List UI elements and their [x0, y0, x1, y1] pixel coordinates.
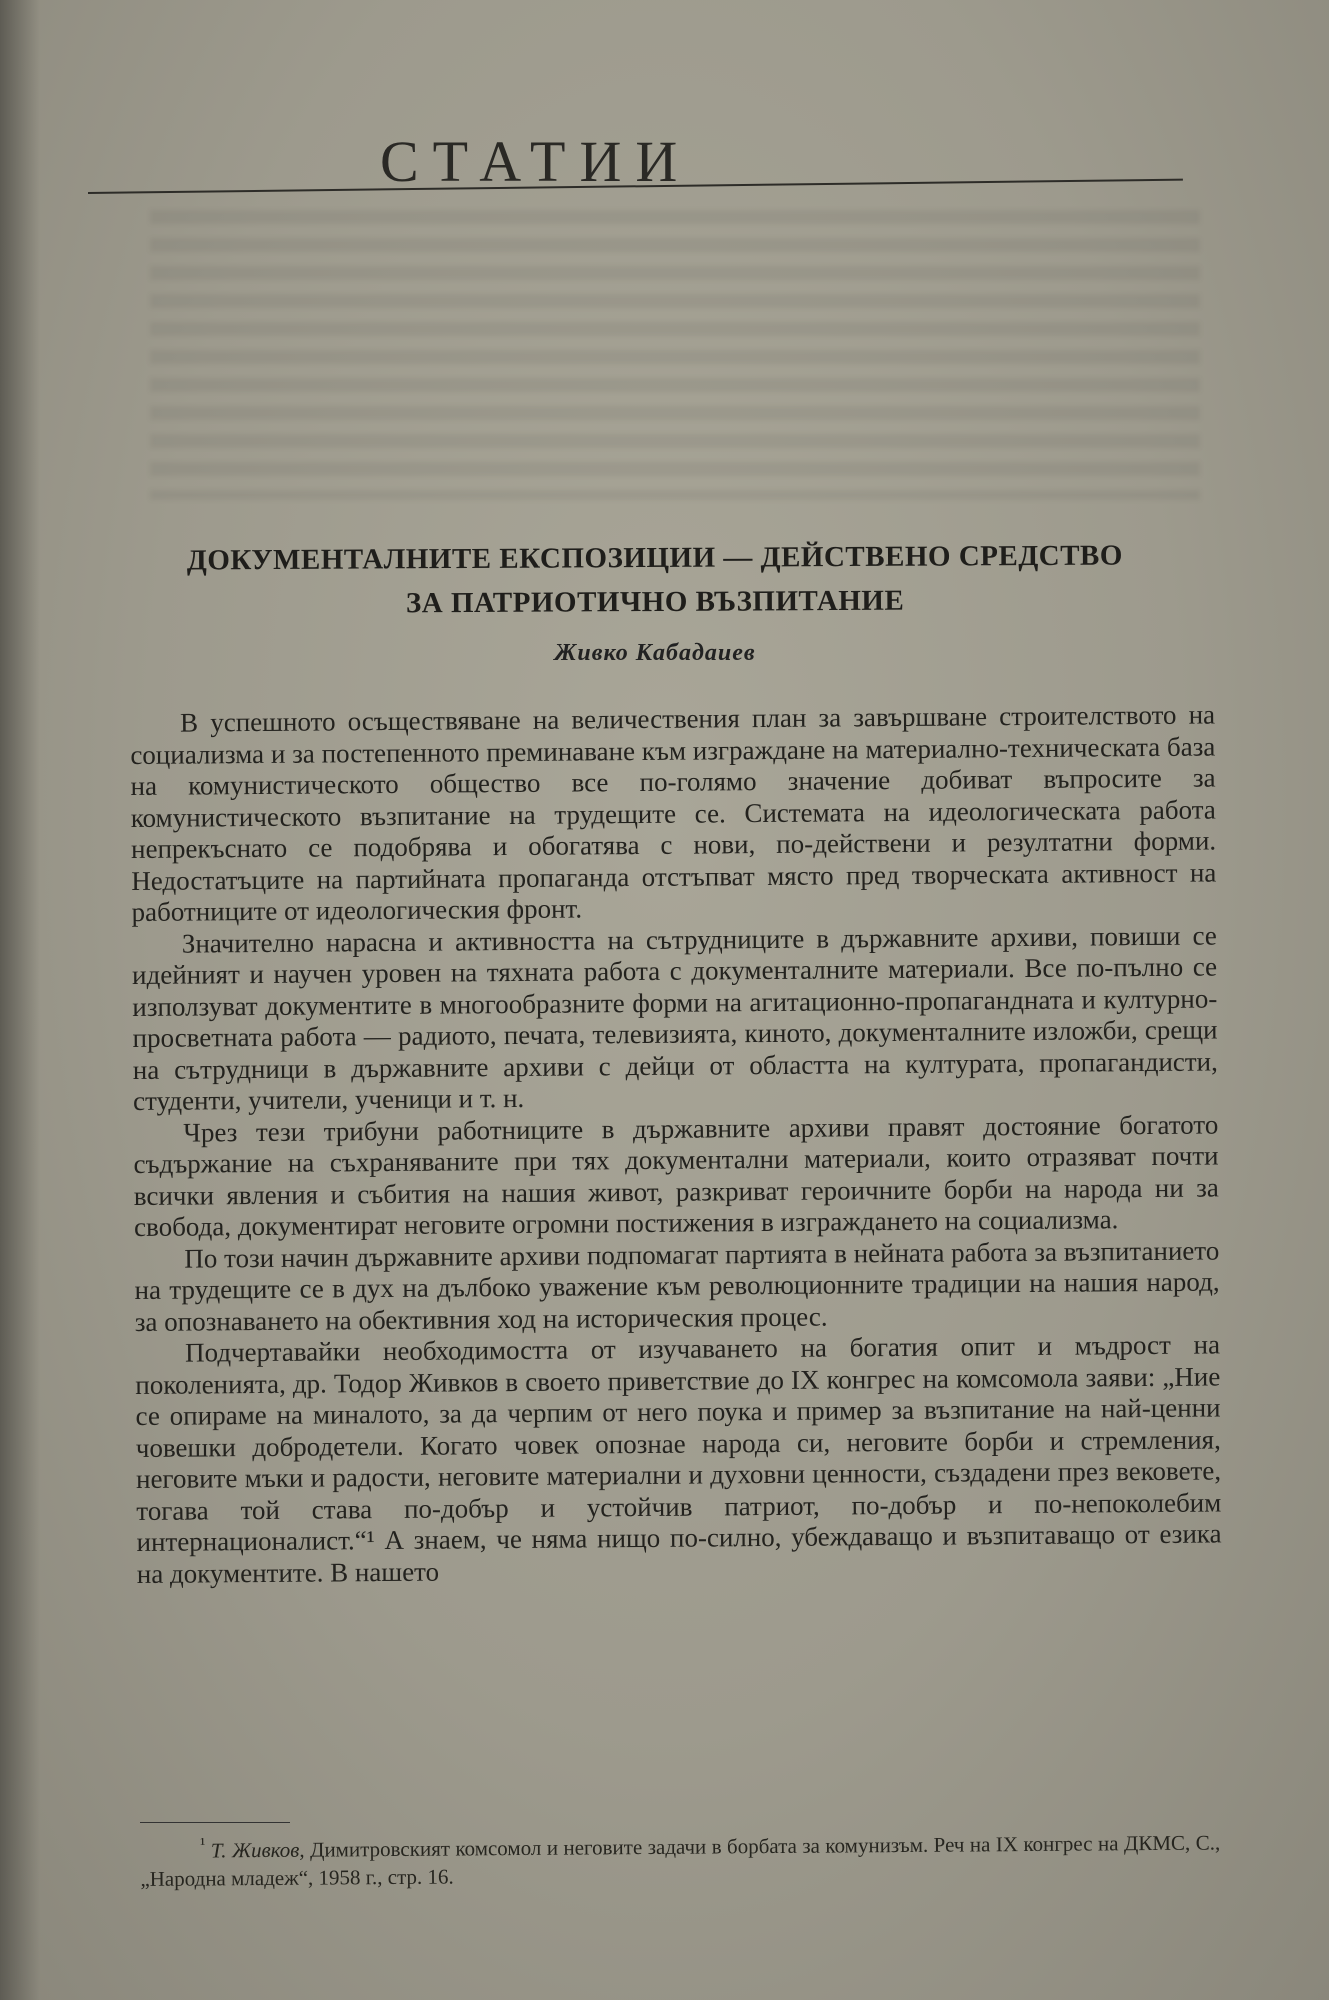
paragraph-4: По този начин държавните архиви подпомагат партията в нейната работа за възпитанието на трудещите се в дух на дълбоко уважение към революционните традиции на нашия народ, за опознаването на обективния ход на историческия процес. — [134, 1234, 1220, 1337]
footnote-marker: ¹ — [200, 1833, 206, 1854]
article-title-line-2: ЗА ПАТРИОТИЧНО ВЪЗПИТАНИЕ — [405, 584, 905, 620]
article-title — [130, 533, 1180, 626]
paragraph-1: В успешното осъществяване на величествения план за завършване строителството на социализма и за постепенното преминаване към изграждане на материално-техническата база на комунистическото общество все по-голямо значение добиват въпросите за комунистическото възпитание на трудещите се. Системата на идеологическата работа непрекъснато се подобрява и обогатява с нови, по-действени и резултатни форми. Недостатъците на партийната пропаганда отстъпват място пред творческата активност на работниците от идеологическия фронт. — [130, 699, 1217, 927]
article-body — [130, 699, 1222, 1589]
footnote-rule — [140, 1822, 290, 1823]
paragraph-2: Значително нарасна и активността на сътрудниците в държавните архиви, повиши се идейният и научен уровен на тяхната работа с документалните материали. Все по-пълно се използуват документите в многообразните форми на агитационно-пропагандната и културно-просветната работа — радиото, печата, телевизията, киното, документалните изложби, срещи на сътрудници в държавните архиви с дейци от областта на културата, пропагандисти, студенти, учители, ученици и т. н. — [131, 919, 1218, 1116]
footnote-text — [140, 1822, 1220, 1893]
binding-shadow — [0, 0, 40, 2000]
footnote-author: Т. Живков, — [210, 1837, 305, 1863]
paragraph-5: Подчертавайки необходимостта от изучаването на богатия опит и мъдрост на поколенията, др. Тодор Живков в своето приветствие до IX конгрес на комсомола заяви: „Ние се опираме на миналото, за да черпим от него поука и пример за възпитание на най-ценни човешки добродетели. Когато човек опознае народа си, неговите борби и стремления, неговите мъки и радости, неговите материални и духовни ценности, създадени през вековете, тогава той става по-добър и устойчив патриот, по-добър и по-непоколебим интернационалист.“¹ А знаем, че няма нищо по-силно, убеждаващо и възпитаващо от езика на документите. В нашето — [135, 1329, 1222, 1589]
footnote — [140, 1822, 1220, 1893]
paragraph-3: Чрез тези трибуни работниците в държавните архиви правят достояние богатото съдържание на съхраняваните при тях документални материали, които отразяват почти всички явления и събития на нашия живот, разкриват героичните борби на народа ни за свобода, документират неговите огромни постижения в изграждането на социализма. — [133, 1108, 1219, 1242]
article-title-line-1: ДОКУМЕНТАЛНИТЕ ЕКСПОЗИЦИИ — ДЕЙСТВЕНО СРЕДСТВО — [186, 539, 1123, 577]
footnote-body: Димитровският комсомол и неговите задачи в борбата за комунизъм. Реч на IX конгрес на ДКМС, С., „Народна младеж“, 1958 г., стр. 16. — [140, 1830, 1221, 1891]
show-through-texture — [150, 210, 1200, 500]
section-title: СТАТИИ — [380, 129, 692, 194]
article-author: Живко Кабадаиев — [554, 640, 756, 666]
